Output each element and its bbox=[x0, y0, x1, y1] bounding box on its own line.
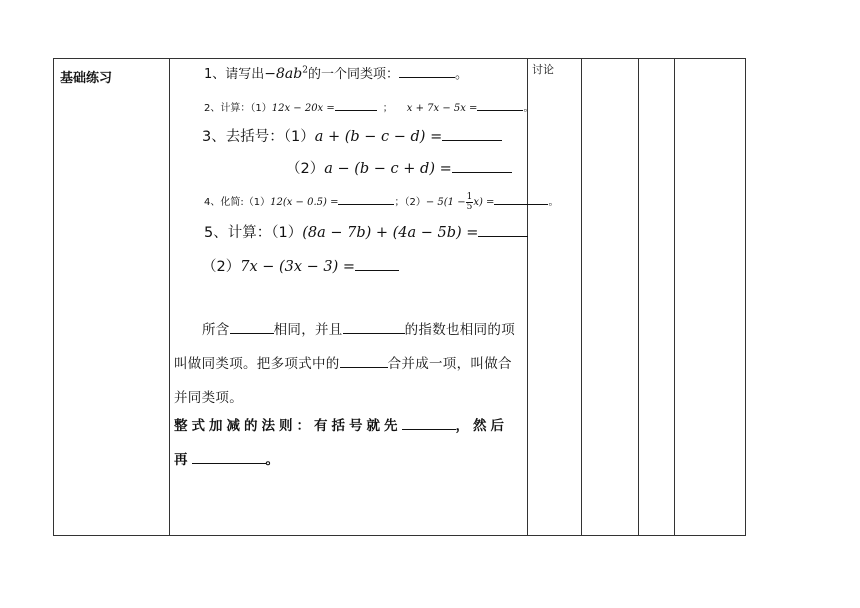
column-divider bbox=[638, 59, 639, 535]
column-divider bbox=[527, 59, 528, 535]
para-text-1: 所含 bbox=[202, 322, 230, 338]
para-blank-3[interactable] bbox=[340, 367, 388, 368]
q5-expr-1: (8a − 7b) + (4a − 5b) = bbox=[302, 225, 479, 241]
rule-blank-1[interactable] bbox=[402, 429, 456, 430]
q3-answer-blank-1[interactable] bbox=[442, 140, 502, 141]
para-text-3: 的指数也相同的项叫做同类项。把多项式中的 bbox=[174, 322, 516, 372]
question-1 bbox=[204, 63, 468, 82]
q4-expr-2a: − 5(1 − bbox=[425, 197, 466, 208]
q2-prefix: 2、计算：（1） bbox=[204, 103, 272, 114]
q1-expr: −8ab bbox=[264, 66, 303, 82]
column-divider bbox=[581, 59, 582, 535]
question-2 bbox=[204, 99, 533, 114]
para-text-4: 合并成一项，叫做合并同类项。 bbox=[174, 356, 512, 406]
q4-end: 。 bbox=[548, 197, 559, 208]
column-divider bbox=[169, 59, 170, 535]
rule-text-1: 整式加减的法则：有括号就先 bbox=[174, 418, 402, 434]
q4-expr-2b: x) = bbox=[473, 197, 495, 208]
q4-answer-blank-2[interactable] bbox=[494, 204, 548, 205]
q2-end: 。 bbox=[523, 103, 534, 114]
para-blank-1[interactable] bbox=[230, 333, 274, 334]
rule-end: 。 bbox=[265, 452, 283, 468]
q4-frac-denominator: 5 bbox=[466, 202, 473, 212]
q3-prefix: 3、去括号： bbox=[202, 129, 284, 145]
para-text-2: 相同，并且 bbox=[273, 322, 343, 338]
q4-frac-numerator: 1 bbox=[466, 192, 473, 202]
question-5-part-1 bbox=[204, 221, 528, 242]
q1-prefix: 1、请写出 bbox=[204, 67, 265, 82]
q3-part2-expr: a − (b − c + d) = bbox=[324, 161, 452, 177]
q2-answer-blank-2[interactable] bbox=[477, 110, 523, 111]
rule-blank-2[interactable] bbox=[192, 463, 266, 464]
q2-expr-1: 12x − 20x = bbox=[271, 103, 335, 114]
para-blank-2[interactable] bbox=[343, 333, 405, 334]
q2-expr-2: x + 7x − 5x = bbox=[406, 103, 478, 114]
q5-part2-label: （2） bbox=[202, 259, 241, 275]
q5-answer-blank-2[interactable] bbox=[355, 270, 399, 271]
q4-separator: ；（2） bbox=[394, 197, 426, 208]
question-4 bbox=[204, 193, 558, 212]
q1-suffix: 的一个同类项： bbox=[307, 67, 399, 82]
q1-end: 。 bbox=[454, 67, 468, 82]
definition-paragraph bbox=[174, 313, 522, 415]
q1-answer-blank[interactable] bbox=[399, 77, 455, 78]
column-divider bbox=[674, 59, 675, 535]
question-5-part-2 bbox=[202, 255, 399, 276]
q3-part1-expr: a + (b − c − d) = bbox=[314, 129, 443, 145]
q3-part2-label: （2） bbox=[286, 161, 325, 177]
discuss-label: 讨论 bbox=[532, 63, 554, 76]
q4-expr-1: 12(x − 0.5) = bbox=[270, 197, 339, 208]
q2-separator: ； bbox=[382, 103, 393, 114]
rule-text-2: ，然后再 bbox=[174, 418, 508, 468]
q4-answer-blank-1[interactable] bbox=[338, 204, 394, 205]
q5-expr-2: 7x − (3x − 3) = bbox=[240, 259, 356, 275]
q5-answer-blank-1[interactable] bbox=[478, 236, 528, 237]
rule-paragraph bbox=[174, 409, 522, 477]
question-3-part-1 bbox=[202, 125, 502, 146]
q1-exponent: 2 bbox=[302, 65, 308, 76]
question-3-part-2 bbox=[286, 157, 512, 178]
q3-part1-label: （1） bbox=[283, 129, 315, 145]
q4-prefix: 4、化简:（1） bbox=[204, 197, 271, 208]
exercise-table bbox=[53, 58, 746, 536]
q3-answer-blank-2[interactable] bbox=[452, 172, 512, 173]
q2-answer-blank-1[interactable] bbox=[335, 110, 377, 111]
q5-prefix: 5、计算：（1） bbox=[204, 225, 303, 241]
row-label: 基础练习 bbox=[60, 71, 113, 86]
